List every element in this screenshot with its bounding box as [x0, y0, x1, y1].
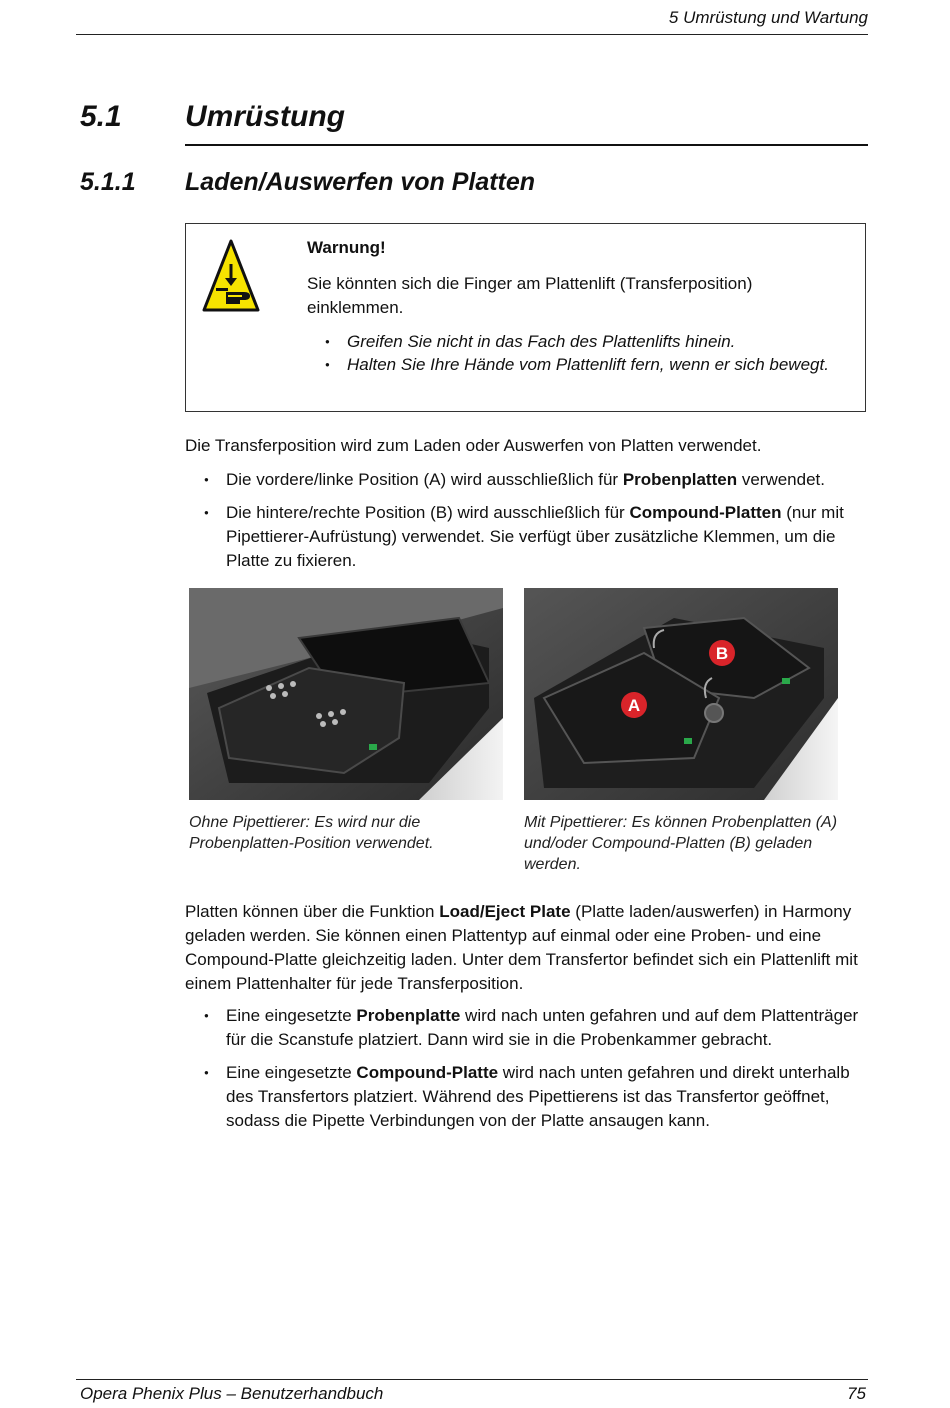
subsection-number: 5.1.1	[80, 168, 136, 196]
figure-caption: Ohne Pipettierer: Es wird nur die Probenplatten-Position verwendet.	[189, 814, 434, 852]
footer-title: Opera Phenix Plus – Benutzerhandbuch	[80, 1384, 384, 1403]
warning-title: Warnung!	[307, 238, 386, 257]
intro-paragraph: Die Transferposition wird zum Laden oder Auswerfen von Platten verwendet.	[185, 436, 762, 455]
warning-text: Sie könnten sich die Finger am Plattenlift (Transferposition) einklemmen.	[307, 274, 753, 317]
position-list	[185, 468, 868, 582]
plate-list	[185, 1004, 868, 1142]
section-number: 5.1	[80, 100, 122, 133]
warning-box	[185, 223, 866, 412]
load-eject-paragraph: Platten können über die Funktion Load/Eject Plate (Platte laden/auswerfen) in Harmony geladen werden. Sie können einen Plattentyp auf einmal oder eine Proben- und eine Compound-Platte gleichzeitig laden. Unter dem Transfertor befindet sich ein Plattenlift mit einem Plattenhalter für jede Transferposition.	[185, 902, 858, 993]
hand-crush-warning-icon	[202, 238, 260, 314]
footer-rule	[76, 1379, 868, 1380]
figure-caption: Mit Pipettierer: Es können Probenplatten (A) und/oder Compound-Platten (B) geladen werden.	[524, 814, 838, 873]
section-rule	[185, 144, 868, 146]
subsection-title: Laden/Auswerfen von Platten	[185, 168, 536, 196]
running-header: 5 Umrüstung und Wartung	[668, 8, 868, 27]
list-item: ● Eine eingesetzte Compound-Platte wird nach unten gefahren und direkt unterhalb des Transfertors platziert. Während des Pipettierens ist das Transfertor geöffnet, sodass die Pipette Verbindungen von der Platte ansaugen kann.	[185, 1061, 868, 1133]
label-a: A	[627, 696, 641, 715]
section-title: Umrüstung	[185, 100, 345, 133]
label-b: B	[715, 644, 729, 663]
list-item: ● Die vordere/linke Position (A) wird ausschließlich für Probenplatten verwendet.	[185, 468, 868, 492]
page-number: 75	[847, 1384, 866, 1403]
photo-without-pipettor	[189, 588, 503, 800]
list-item: ● Eine eingesetzte Probenplatte wird nach unten gefahren und auf dem Plattenträger für die Scanstufe platziert. Dann wird sie in die Probenkammer gebracht.	[185, 1004, 868, 1052]
list-item: ● Die hintere/rechte Position (B) wird ausschließlich für Compound-Platten (nur mit Pipettierer-Aufrüstung) verwendet. Sie verfügt über zusätzliche Klemmen, um die Platte zu fixieren.	[185, 501, 868, 573]
warning-item: ● Greifen Sie nicht in das Fach des Plattenlifts hinein.	[307, 330, 847, 353]
warning-item: ● Halten Sie Ihre Hände vom Plattenlift fern, wenn er sich bewegt.	[307, 353, 847, 376]
header-rule	[76, 34, 868, 35]
photo-with-pipettor	[524, 588, 838, 800]
warning-list	[307, 330, 847, 376]
